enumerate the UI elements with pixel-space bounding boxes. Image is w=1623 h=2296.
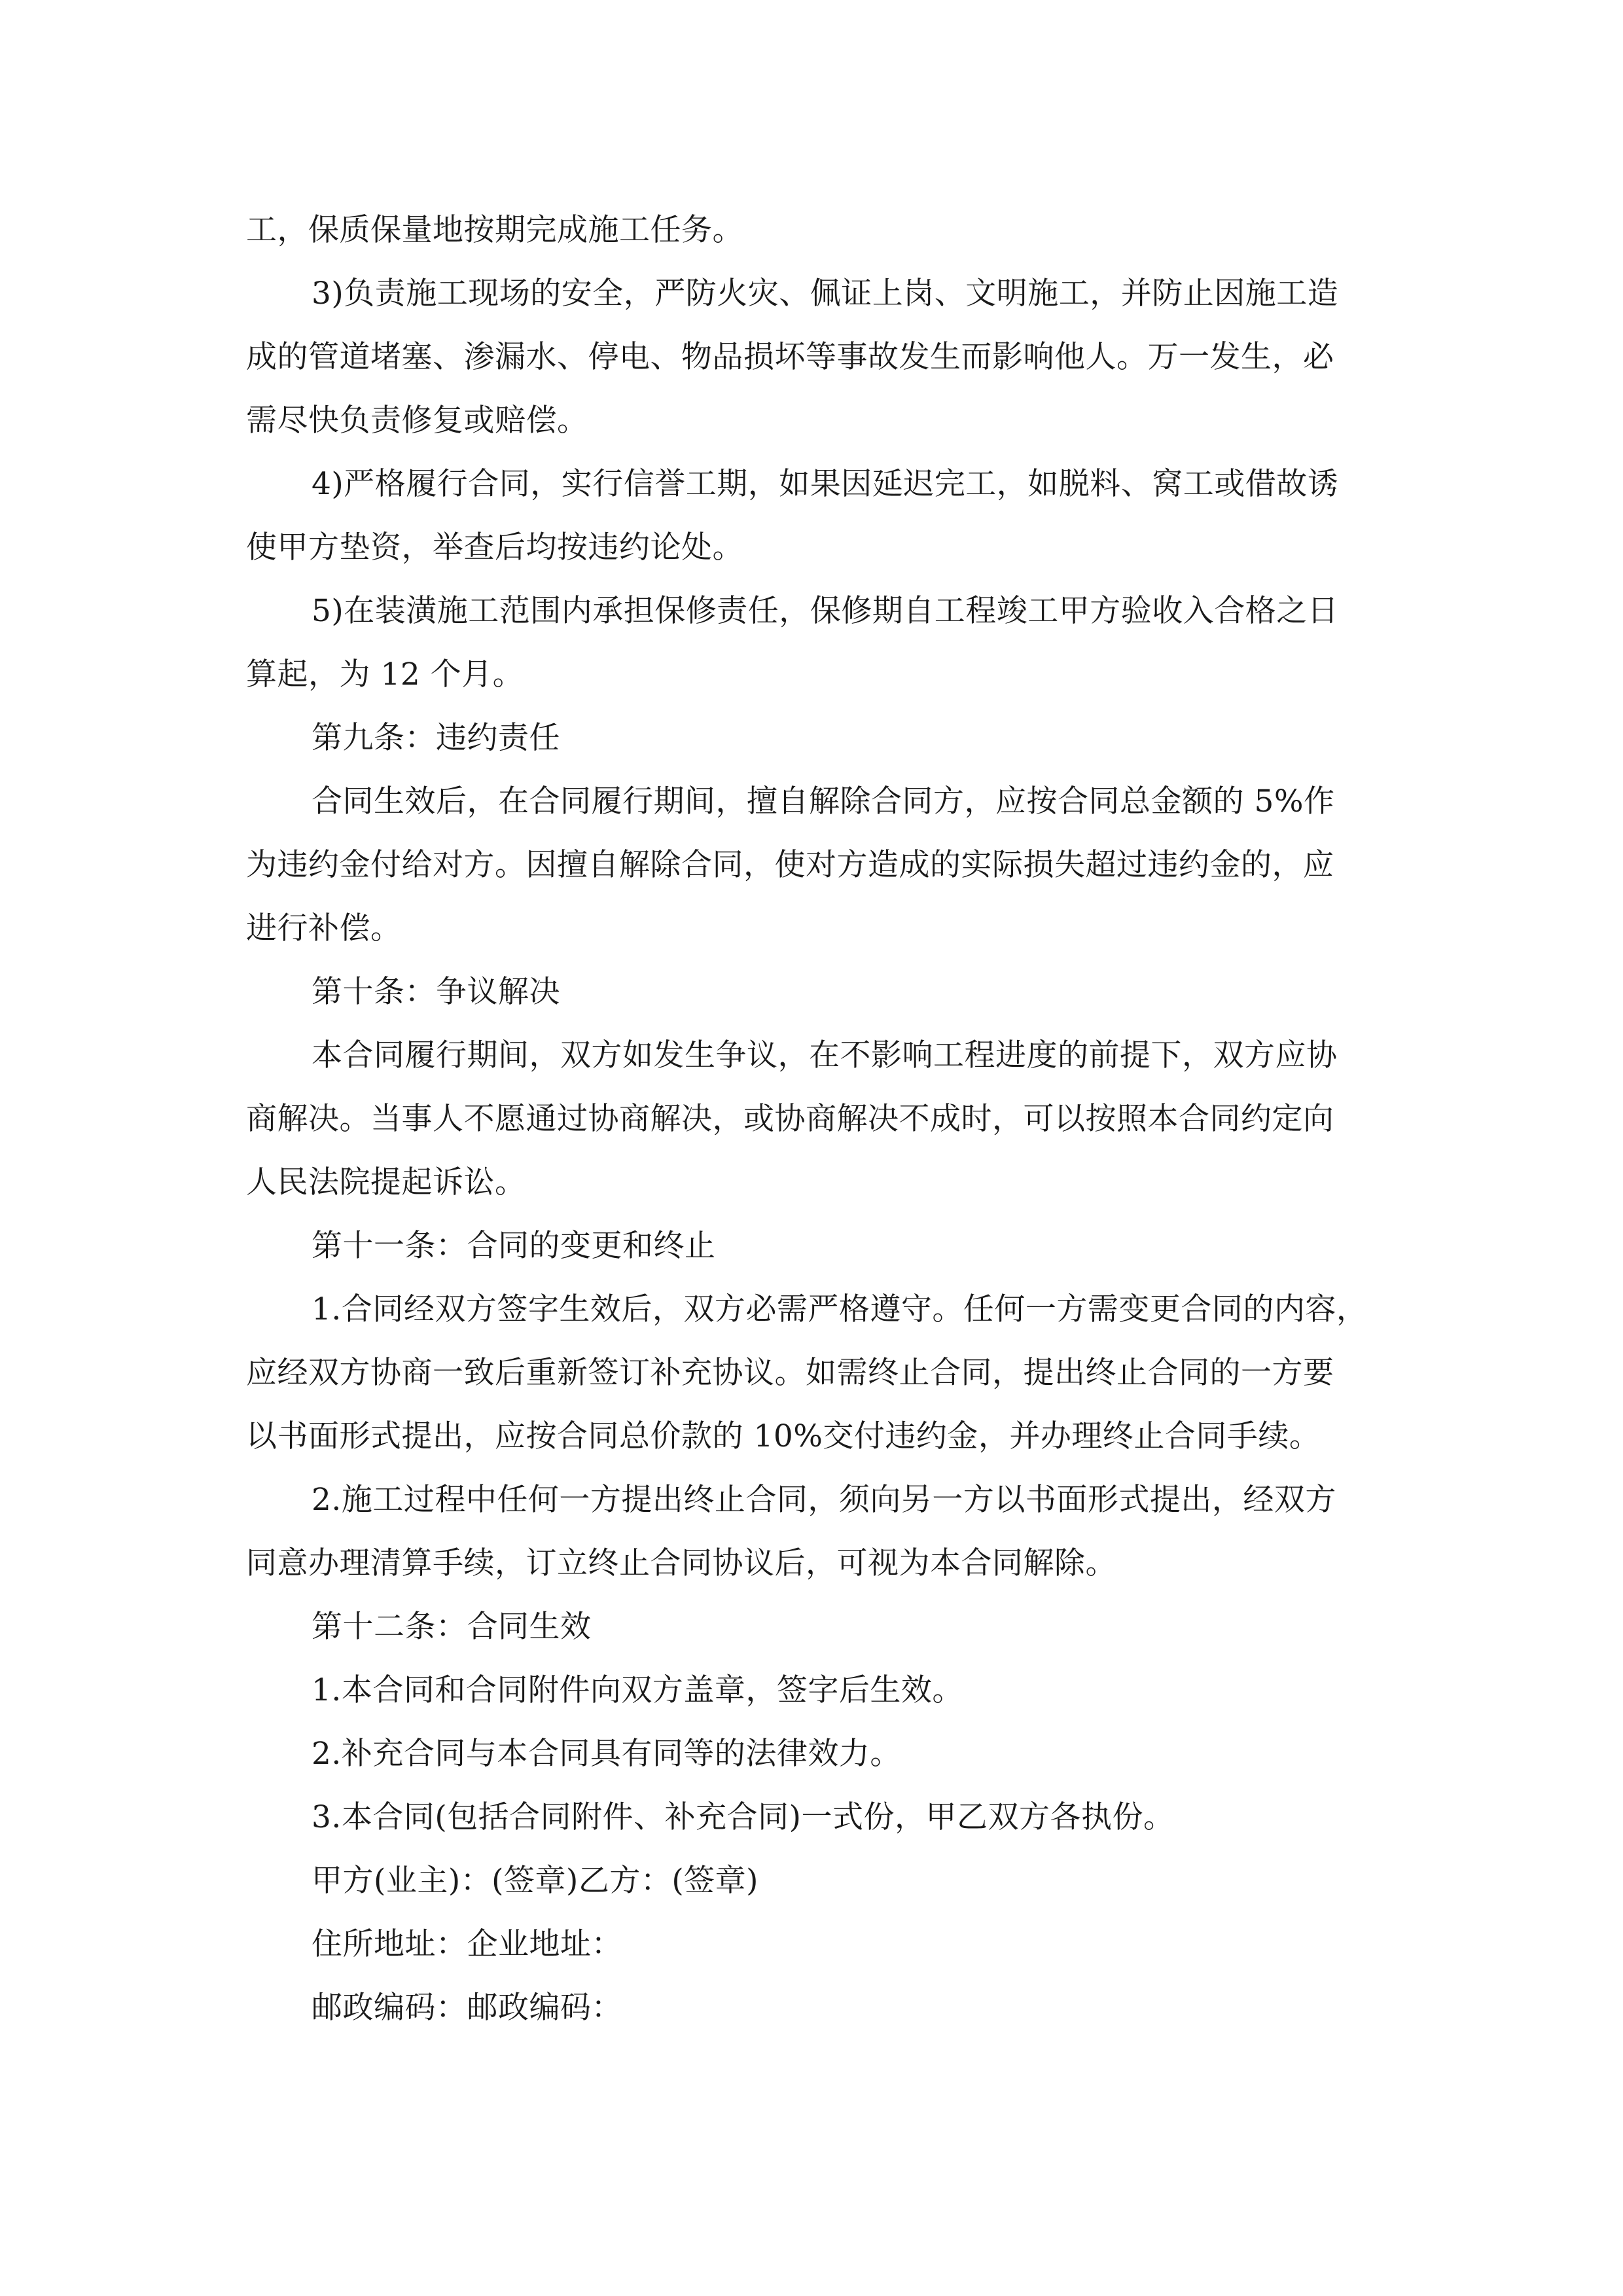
text-line: 进行补偿。 <box>246 910 402 946</box>
text-line: 商解决。当事人不愿通过协商解决，或协商解决不成时，可以按照本合同约定向 <box>246 1101 1334 1137</box>
text-line: 1.合同经双方签字生效后，双方必需严格遵守。任何一方需变更合同的内容， <box>312 1291 1368 1327</box>
postal-code-line: 邮政编码：邮政编码： <box>312 1990 622 2026</box>
text-line: 人民法院提起诉讼。 <box>246 1164 526 1200</box>
text-line: 同意办理清算手续，订立终止合同协议后，可视为本合同解除。 <box>246 1545 1116 1581</box>
text-line: 3.本合同(包括合同附件、补充合同)一式份，甲乙双方各执份。 <box>312 1799 1175 1835</box>
section-heading: 第九条：违约责任 <box>312 720 560 756</box>
text-line: 为违约金付给对方。因擅自解除合同，使对方造成的实际损失超过违约金的，应 <box>246 847 1334 883</box>
document-body <box>246 198 1378 2039</box>
text-line: 算起，为 12 个月。 <box>246 656 524 692</box>
text-line: 5)在装潢施工范围内承担保修责任，保修期自工程竣工甲方验收入合格之日 <box>312 593 1339 629</box>
text-line: 本合同履行期间，双方如发生争议，在不影响工程进度的前提下，双方应协 <box>312 1037 1338 1073</box>
text-line: 2.补充合同与本合同具有同等的法律效力。 <box>312 1736 901 1772</box>
text-line: 3)负责施工现场的安全，严防火灾、佩证上岗、文明施工，并防止因施工造 <box>312 276 1339 312</box>
text-line: 需尽快负责修复或赔偿。 <box>246 403 588 439</box>
text-line: 1.本合同和合同附件向双方盖章，签字后生效。 <box>312 1672 963 1708</box>
section-heading: 第十二条：合同生效 <box>312 1609 592 1645</box>
text-line: 成的管道堵塞、渗漏水、停电、物品损坏等事故发生而影响他人。万一发生，必 <box>246 339 1334 375</box>
section-heading: 第十一条：合同的变更和终止 <box>312 1228 716 1264</box>
text-line: 4)严格履行合同，实行信誉工期，如果因延迟完工，如脱料、窝工或借故诱 <box>312 466 1339 502</box>
text-line: 2.施工过程中任何一方提出终止合同，须向另一方以书面形式提出，经双方 <box>312 1482 1336 1518</box>
signature-party-line: 甲方(业主)：(签章)乙方：(签章) <box>312 1863 759 1899</box>
text-line: 合同生效后，在合同履行期间，擅自解除合同方，应按合同总金额的 5%作 <box>312 783 1335 819</box>
address-line: 住所地址：企业地址： <box>312 1926 622 1962</box>
section-heading: 第十条：争议解决 <box>312 974 560 1010</box>
text-line: 应经双方协商一致后重新签订补充协议。如需终止合同，提出终止合同的一方要 <box>246 1355 1334 1391</box>
text-line: 以书面形式提出，应按合同总价款的 10%交付违约金，并办理终止合同手续。 <box>246 1418 1321 1454</box>
text-line: 使甲方垫资，举查后均按违约论处。 <box>246 529 743 565</box>
text-line: 工，保质保量地按期完成施工任务。 <box>246 212 743 248</box>
